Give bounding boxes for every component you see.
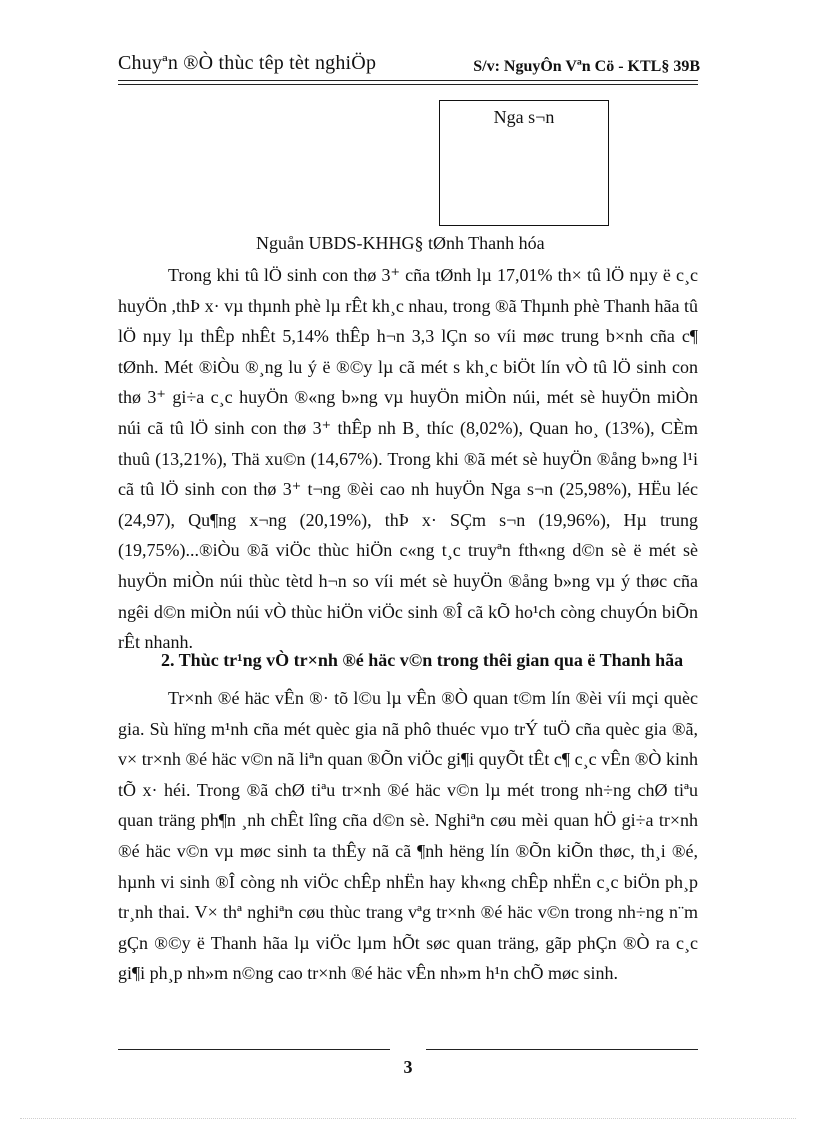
header-title: Chuyªn ®Ò thùc têp tèt nghiÖp [118,52,377,74]
page-number: 3 [403,1057,413,1077]
body-paragraph-2: Tr×nh ®é häc vÊn ®· tõ l©u lµ vÊn ®Ò quan t©m lín ®èi víi mçi quèc gia. Sù hïng m¹nh cña mét quèc gia nã phô thuéc vµo trÝ tuÖ cña quèc gia ®ã, v× tr×nh ®é häc v©n nã liªn quan ®Õn viÖc gi¶i quyÕt tÊt c¶ c¸c vÊn ®Ò kinh tÕ x· héi. Trong ®ã chØ tiªu tr×nh ®é häc v©n lµ mét trong nh÷ng chØ tiªu quan träng ph¶n ¸nh chÊt lîng cña d©n sè. Nghiªn cøu mèi quan hÖ gi÷a tr×nh ®é häc v©n vµ møc sinh ta thÊy nã cã ¶nh hëng lín ®Õn kiÕn thøc, th¸i ®é, hµnh vi sinh ®Î còng nh viÖc chÊp nhËn hay kh«ng chÊp nhËn c¸c biÖn ph¸p tr¸nh thai. V× thª nghiªn cøu thùc trang vªg tr×nh ®é häc v©n trong nh÷ng n¨m gÇn ®©y ë Thanh hãa lµ viÖc lµm hÕt søc quan träng, gãp phÇn ®Ò ra c¸c gi¶i ph¸p nh»m n©ng cao tr×nh ®é häc vÊn nh»m h¹n chÕ møc sinh. [118,688,698,984]
section-heading: 2. Thùc tr¹ng vÒ tr×nh ®é häc v©n trong thêi gian qua ë Thanh hãa [161,650,684,670]
table-cell: Nga s¬n [493,107,555,127]
page-edge [20,1118,796,1119]
table-source: Nguån UBDS-KHHG§ tØnh Thanh hóa [256,233,545,253]
table-fragment [439,100,609,226]
body-paragraph-1: Trong khi tû lÖ sinh con thø 3⁺ cña tØnh lµ 17,01% th× tû lÖ nµy ë c¸c huyÖn ,thÞ x· vµ thµnh phè lµ rÊt kh¸c nhau, trong ®ã Thµnh phè Thanh hãa tû lÖ nµy lµ thÊp nhÊt 5,14% thÊp h¬n 3,3 lÇn so víi møc trung b×nh cña c¶ tØnh. Mét ®iÒu ®¸ng lu ý ë ®©y lµ cã mét s kh¸c biÖt lín vÒ tû lÖ sinh con thø 3⁺ gi÷a c¸c huyÖn ®«ng b»ng vµ huyÖn miÒn núi, mét sè huyÖn miÒn núi cã tû lÖ sinh con thø 3⁺ thÊp nh B¸ thíc (8,02%), Quan ho¸ (13%), CÈm thuû (13,21%), Thä xu©n (14,67%). Trong khi ®ã mét sè huyÖn ®ång b»ng l¹i cã tû lÖ sinh con thø 3⁺ t¬ng ®èi cao nh huyÖn Nga s¬n (25,98%), HËu léc (24,97), Qu¶ng x¬ng (20,19%), thÞ x· SÇm s¬n (19,96%), Hµ trung (19,75%)...®iÒu ®ã viÖc thùc hiÖn c«ng t¸c truyªn fth«ng d©n sè ë mét sè huyÖn miÒn núi thùc tètd h¬n so víi mét sè huyÖn ®ång b»ng vµ ý thøc cña ngêi d©n miÒn núi vÒ thùc hiÖn viÖc sinh ®Î cã kÕ ho¹ch còng chuyÓn biÕn rÊt nhanh. [118,265,698,653]
header-divider-secondary [118,84,698,85]
header-divider [118,80,698,81]
footer-divider-right [426,1049,698,1050]
footer-divider-left [118,1049,390,1050]
header-author: S/v: NguyÔn Vªn Cö - KTL§ 39B [473,58,700,75]
